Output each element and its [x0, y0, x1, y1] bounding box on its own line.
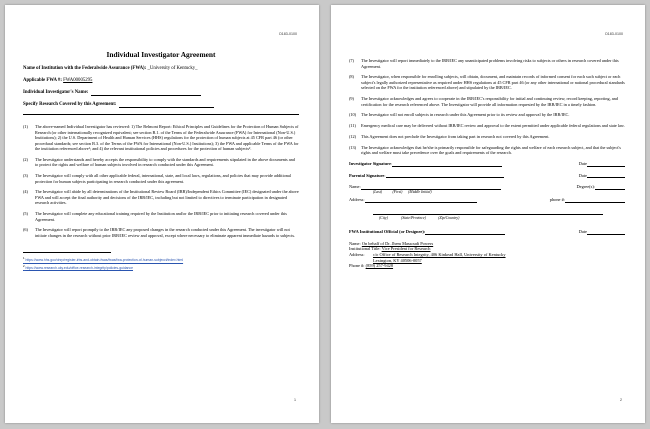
page-title: Individual Investigator Agreement: [106, 50, 216, 59]
fwa-official-label: FWA Institutional Official (or Designee):: [349, 229, 426, 235]
signature-block: [349, 161, 625, 269]
agreement-item: [23, 211, 299, 222]
research-line[interactable]: [119, 107, 214, 108]
institution-field: Name of Institution with the Federalwide Assurance (FWA): _University of Kentucky_: [23, 66, 198, 71]
agreement-item: [23, 157, 299, 168]
item-number: (8): [349, 74, 354, 80]
official-address-1: c/o Office of Research Integrity, 406 Kinkead Hall, University of Kentucky: [373, 252, 506, 258]
parental-signature-label: Parental Signature: [349, 172, 385, 178]
first-hint: (First): [392, 189, 403, 194]
item-text: The Investigator will comply with all other applicable federal, international, state, and local laws, regulations, and policies that may provide additional protection for human subjects participating in research conducted under this agreement.: [35, 173, 291, 184]
zip-hint: (Zip/Country): [438, 215, 460, 220]
item-number: (4): [23, 189, 28, 195]
research-label: Specify Research Covered by this Agreement:: [23, 102, 117, 107]
page-2-content: [349, 58, 625, 269]
agreement-item: [23, 124, 299, 152]
footnote-divider: [23, 252, 111, 253]
phone-label: phone #:: [549, 197, 565, 203]
document-id: D183-0100: [279, 32, 297, 36]
phone-line[interactable]: [565, 202, 625, 203]
official-phone-row: Phone #: (859) 257-9428: [349, 263, 394, 269]
document-id: D183-0100: [605, 32, 623, 36]
item-number: (3): [23, 173, 28, 179]
document-page-2: [331, 5, 645, 423]
agreement-items-page-1: [23, 124, 299, 238]
city-hint: (City): [379, 215, 388, 220]
official-title: Vice President for Research: [381, 246, 431, 252]
parental-signature-line[interactable]: [386, 177, 504, 178]
agreement-item: [349, 58, 625, 69]
item-number: (9): [349, 96, 354, 102]
item-text: The Investigator will abide by all determinations of the Institutional Review Board (IRB)/Independent Ethics Committee (IEC) designated under the above FWA and will accept the final authority and decisions of the IRB/IEC, including but not limited to directives to terminate participation in designated research activities.: [35, 189, 299, 206]
city-line[interactable]: [373, 214, 603, 215]
item-number: (2): [23, 156, 28, 162]
date-line[interactable]: [587, 234, 625, 235]
footnote-1[interactable]: $^1$ https://www.hhs.gov/ohrp/register-irbs-and-obtain-fwas/fwas/fwa-protection-of-human-subjecct/index.html: [23, 256, 184, 263]
item-number: (12): [349, 133, 357, 139]
agreement-item: [349, 145, 625, 156]
investigator-signature-label: Investigator Signature: [349, 161, 391, 167]
last-hint: (Last): [373, 189, 383, 194]
item-text: Emergency medical care may be delivered without IRB/IEC review and approval to the extent permitted under applicable federal regulations and state law.: [361, 123, 625, 129]
page-number: 1: [294, 398, 296, 402]
agreement-item: [23, 189, 299, 206]
item-number: (11): [349, 123, 356, 129]
degrees-label: Degree(s):: [576, 184, 595, 190]
investigator-name-field: [23, 90, 299, 96]
item-number: (10): [349, 112, 357, 118]
date-label: Date: [578, 161, 587, 167]
footnote-2[interactable]: $^2$ https://www.research.uky.edu/office-research-integrity/policies-guidance: [23, 263, 134, 270]
item-number: (13): [349, 144, 357, 150]
agreement-item: [349, 123, 625, 129]
item-text: The Investigator understands and hereby accepts the responsibility to comply with the standards and requirements stipulated in the above documents and to protect the rights and welfare of human subjects involved in research conducted under this Agreement.: [35, 156, 295, 168]
institution-value: University of Kentucky: [149, 66, 196, 71]
date-label: Date: [578, 229, 587, 235]
state-hint: (State/Province): [401, 215, 426, 220]
page-number: 2: [620, 398, 622, 402]
agreement-item: [349, 74, 625, 91]
item-text: The Investigator will complete any educational training required by the Institution and/or the IRB/IEC prior to initiating research covered under this Agreement.: [35, 211, 287, 222]
date-line[interactable]: [587, 166, 625, 167]
item-text: The Investigator acknowledges that he/she is primarily responsible for safeguarding the rights and welfare of each research subject, and that the subject's rights and welfare must take precedence over the goals and requirements of the research.: [361, 144, 621, 156]
fwa-field: [23, 78, 299, 84]
city-row: [373, 209, 625, 215]
item-text: The Investigator will report promptly to the IRB/IEC any proposed changes in the research conducted under this Agreement. The investigator will not initiate changes in the research without prior IRB/IEC review and approval, except where necessary to eliminate apparent immediate hazards to subjects.: [35, 227, 296, 238]
item-text: The above-named Individual Investigator has reviewed: 1) The Belmont Report: Ethical Principles and Guidelines for the Protection of Human Subjects of Research (or other internationally recognized equivalent; see section B.1. of the Terms of the Federalwide Assurance (FWA) for International (Non-U.S.) Institutions); 2) the U.S. Department of Health and Human Services (HHS) regulations for the protection of human subjects at 45 CFR part 46 (or other procedural standards; see section B.3. of the Terms of the FWA for International (Non-U.S.) Institutions); 3) the FWA and applicable Terms of the FWA for the institution referenced above¹; and 4) the relevant institutional policies and procedures for the protection of human subjects².: [35, 124, 299, 151]
institution-label: Name of Institution with the Federalwide Assurance (FWA):: [23, 66, 147, 71]
name-label: Name:: [349, 184, 361, 190]
agreement-item: [349, 134, 625, 140]
address-line[interactable]: [365, 202, 477, 203]
investigator-name-label: Individual Investigator's Name:: [23, 90, 89, 95]
degrees-line[interactable]: [595, 189, 625, 190]
fwa-official-row: [349, 229, 625, 235]
item-text: The Investigator acknowledges and agrees to cooperate in the IRB/IEC's responsibility for initial and continuing review, record keeping, reporting, and certification for the research referenced above. The Investigator will provide all information requested by the IRB/IEC in a timely fashion.: [361, 96, 618, 107]
fwa-label: Applicable FWA #:: [23, 78, 62, 83]
item-text: This Agreement does not preclude the Investigator from taking part in research not covered by this Agreement.: [361, 133, 550, 139]
official-address-row: Address: c/o Office of Research Integrity, 406 Kinkead Hall, University of Kentucky Lexington, KY 40506-0057: [349, 252, 506, 263]
document-page-1: [5, 5, 319, 423]
parental-signature-row: Parental Signature: Date: [349, 173, 625, 179]
item-number: (7): [349, 58, 354, 63]
page-1-content: [23, 50, 299, 271]
official-address-2: Lexington, KY 40506-0057: [373, 257, 422, 263]
official-name-row: Name: On behalf of Dr. Jhem Massoudi Powers: [349, 240, 434, 246]
official-phone: (859) 257-9428: [365, 263, 394, 269]
section-divider: [23, 114, 299, 115]
item-number: (6): [23, 227, 28, 233]
address-row: [349, 197, 625, 203]
research-field: [23, 102, 299, 108]
item-text: The Investigator will not enroll subjects in research under this Agreement prior to its review and approval by the IRB/IEC.: [361, 112, 570, 118]
official-title-row: Institutional Title: Vice President for Research: [349, 246, 431, 252]
item-text: The Investigator will report immediately to the IRB/IEC any unanticipated problems involving risks to subjects or others in research covered under this Agreement.: [361, 58, 619, 69]
agreement-item: [349, 96, 625, 107]
middle-hint: (Middle Initial): [408, 189, 432, 194]
fwa-value: FWA00005295: [63, 78, 93, 83]
official-name: On behalf of Dr. Jhem Massoudi Powers: [361, 240, 434, 246]
date-line[interactable]: [587, 177, 625, 178]
address-label: Address:: [349, 197, 365, 203]
city-hints: [379, 216, 625, 222]
item-number: (1): [23, 124, 28, 129]
agreement-item: [23, 173, 299, 184]
investigator-signature-line[interactable]: [392, 166, 502, 167]
agreement-item: [23, 227, 299, 238]
agreement-items-page-2: [349, 58, 625, 156]
name-hints: [373, 190, 625, 196]
investigator-signature-row: Investigator Signature: Date: [349, 161, 625, 167]
fwa-official-line[interactable]: [425, 234, 505, 235]
agreement-item: [349, 112, 625, 118]
item-text: The Investigator, when responsible for enrolling subjects, will obtain, document, and maintain records of informed consent for each such subject or each subject's legally authorized representative as required under HHS regulations at 45 CFR part 46 (or any other international or national procedural standards selected on the FWA for the institution referenced above) and stipulated by the IRB/IEC.: [361, 74, 625, 91]
date-label: Date: [578, 172, 587, 178]
item-number: (5): [23, 211, 28, 217]
investigator-name-line[interactable]: [91, 95, 201, 96]
